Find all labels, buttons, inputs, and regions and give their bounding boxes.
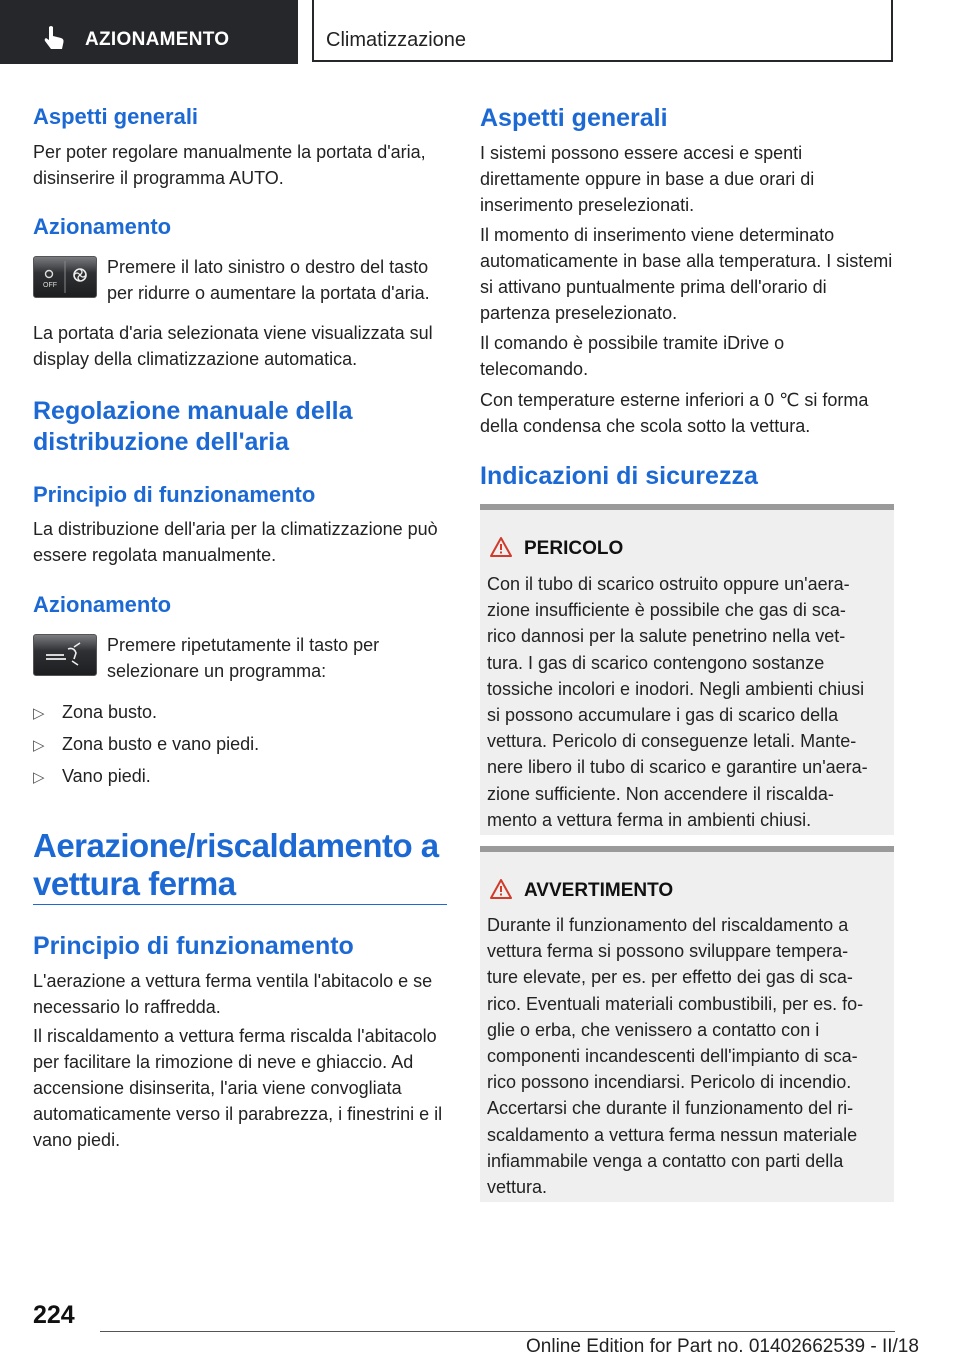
chapter-tab bbox=[312, 0, 893, 62]
paragraph-azionamento-2: Premere ripetutamente il tasto per selezionare un programma: bbox=[107, 635, 380, 681]
warning-triangle-icon bbox=[489, 878, 513, 900]
paragraph-principio-2a: L'aerazione a vettura ferma ventila l'abitacolo e se necessario lo raffredda. bbox=[33, 971, 433, 1017]
paragraph-principio-1: La distribuzione dell'aria per la climatizzazione può essere regolata manualmente. bbox=[33, 519, 438, 565]
heading-principio-2: Principio di funzionamento bbox=[33, 932, 354, 960]
warning-title: AVVERTIMENTO bbox=[524, 880, 674, 901]
danger-title: PERICOLO bbox=[524, 538, 624, 559]
heading-principio-1: Principio di funzionamento bbox=[33, 482, 316, 507]
triangle-bullet-icon: ▷ bbox=[33, 737, 45, 754]
svg-text:OFF: OFF bbox=[43, 282, 57, 289]
warning-triangle-icon bbox=[489, 536, 513, 558]
heading-sicurezza: Indicazioni di sicurezza bbox=[480, 462, 758, 490]
triangle-bullet-icon: ▷ bbox=[33, 769, 45, 786]
heading-regolazione: Regolazione manuale della distribuzione dell'aria bbox=[33, 397, 353, 456]
air-distribution-icon bbox=[34, 635, 96, 675]
heading-aspetti-generali-left: Aspetti generali bbox=[33, 104, 199, 129]
fan-button-icon bbox=[34, 257, 96, 297]
section-tab bbox=[0, 0, 298, 64]
edition-text: Online Edition for Part no. 01402662539 - II/18 bbox=[526, 1336, 919, 1357]
danger-text: Con il tubo di scarico ostruito oppure un'aera- zione insufficiente è possibile che gas di sca- rico dannosi per la salute penetrino nella vet- tura. I gas di scarico contengono sostanze tossiche incolori e inodori. Negli ambienti chiusi si possono accumulare i gas di scarico della vettura. Pericolo di conseguenze letali. Mante- nere libero il tubo di scarico e garantire un'aera- zione sufficiente. Non accendere il riscalda- mento a vettura ferma in ambienti chiusi. bbox=[487, 574, 868, 830]
section-title: AZIONAMENTO bbox=[85, 29, 230, 50]
paragraph-aspetti-left: Per poter regolare manualmente la portata d'aria, disinserire il programma AUTO. bbox=[33, 142, 426, 188]
heading-azionamento-2: Azionamento bbox=[33, 592, 172, 617]
paragraph-right-3: Il comando è possibile tramite iDrive o telecomando. bbox=[480, 333, 785, 379]
heading-aerazione: Aerazione/riscaldamento a vettura ferma bbox=[33, 827, 439, 902]
paragraph-principio-2b: Il riscaldamento a vettura ferma riscalda l'abitacolo per facilitare la rimozione di neve e ghiaccio. Ad accensione disinserita, l'aria viene convogliata automaticamente verso il parabrezza, i finestrini e il vano piedi. bbox=[33, 1026, 443, 1150]
warning-box bbox=[480, 846, 894, 1202]
chapter-title: Climatizzazione bbox=[326, 29, 467, 51]
air-distribution-button-image bbox=[33, 634, 97, 676]
paragraph-azionamento-1: Premere il lato sinistro o destro del tasto per ridurre o aumentare la portata d'aria. bbox=[107, 257, 430, 303]
heading-azionamento-1: Azionamento bbox=[33, 214, 172, 239]
triangle-bullet-icon: ▷ bbox=[33, 705, 45, 722]
warning-text: Durante il funzionamento del riscaldamento a vettura ferma si possono sviluppare tempera- ture elevate, per es. per effetto dei gas di sca- rico. Eventuali materiali combustibili, per es. fo- glie o erba, che venissero a contatto con i componenti incandescenti dell'impianto di sca- rico possono incendiarsi. Pericolo di incendio. Accertarsi che durante il funzionamento del ri- scaldamento a vettura ferma nessun materiale infiammabile venga a contatto con parti della vettura. bbox=[487, 915, 864, 1198]
paragraph-right-1: I sistemi possono essere accesi e spenti direttamente oppure in base a due orari di inserimento preselezionati. bbox=[480, 143, 815, 215]
hand-pointer-icon bbox=[40, 24, 68, 52]
heading-underline bbox=[33, 904, 447, 905]
footer-rule bbox=[100, 1331, 895, 1332]
page-number: 224 bbox=[33, 1301, 75, 1329]
heading-aspetti-generali-right: Aspetti generali bbox=[480, 104, 668, 132]
paragraph-portata: La portata d'aria selezionata viene visualizzata sul display della climatizzazione automatica. bbox=[33, 323, 433, 369]
danger-box bbox=[480, 504, 894, 835]
paragraph-right-2: Il momento di inserimento viene determinato automaticamente in base alla temperatura. I sistemi si attivano puntualmente prima dell'orario di partenza preselezionato. bbox=[480, 225, 893, 323]
air-volume-button-image bbox=[33, 256, 97, 298]
paragraph-right-4: Con temperature esterne inferiori a 0 ℃ si forma della condensa che scola sotto la vettura. bbox=[480, 390, 869, 436]
